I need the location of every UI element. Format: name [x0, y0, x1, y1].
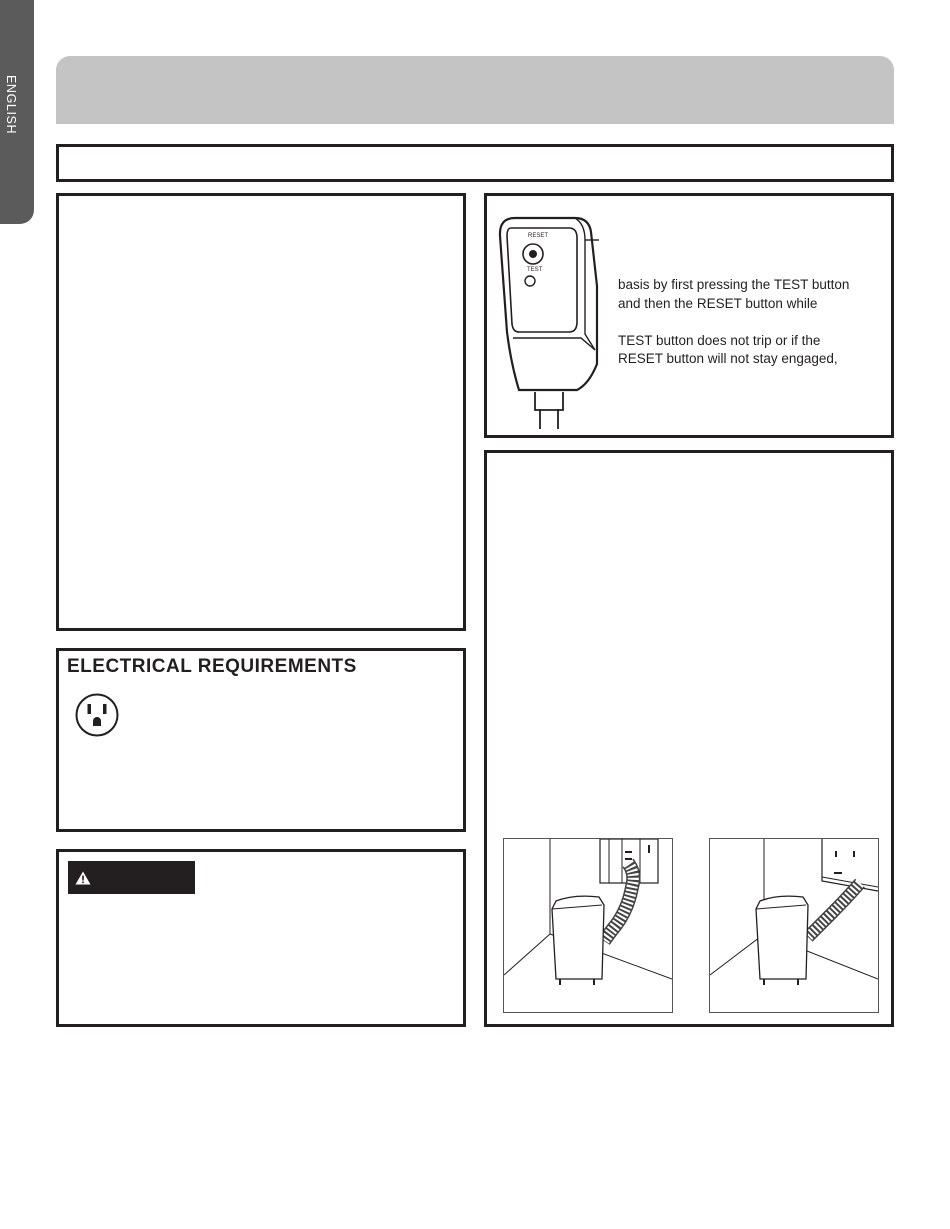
language-tab-label: ENGLISH	[4, 75, 18, 135]
plug-reset-label: RESET	[528, 233, 549, 239]
grounded-outlet-icon	[73, 691, 121, 739]
gfci-line-1: basis by first pressing the TEST button	[618, 277, 850, 292]
gfci-instructions	[618, 276, 888, 369]
safety-text-panel	[56, 193, 466, 631]
gfci-line-4: RESET button will not stay engaged,	[618, 351, 838, 366]
section-title-bar	[56, 144, 894, 182]
gfci-line-3: TEST button does not trip or if the	[618, 332, 821, 348]
gfci-line-2: and then the RESET button while	[618, 295, 818, 311]
window-kit-panel	[484, 450, 894, 1027]
plug-test-label: TEST	[527, 267, 543, 273]
electrical-requirements-panel	[56, 648, 466, 832]
electrical-requirements-heading: ELECTRICAL REQUIREMENTS	[67, 656, 357, 677]
warning-triangle-icon	[75, 871, 91, 885]
warning-label-bar	[68, 861, 195, 894]
portable-ac-horizontal-window-illustration	[709, 838, 879, 1013]
section-header-band	[56, 56, 894, 124]
language-tab	[0, 0, 34, 224]
warning-panel	[56, 849, 466, 1027]
power-cord-panel	[484, 193, 894, 438]
gfci-plug-illustration	[497, 214, 607, 429]
portable-ac-vertical-window-illustration	[503, 838, 673, 1013]
